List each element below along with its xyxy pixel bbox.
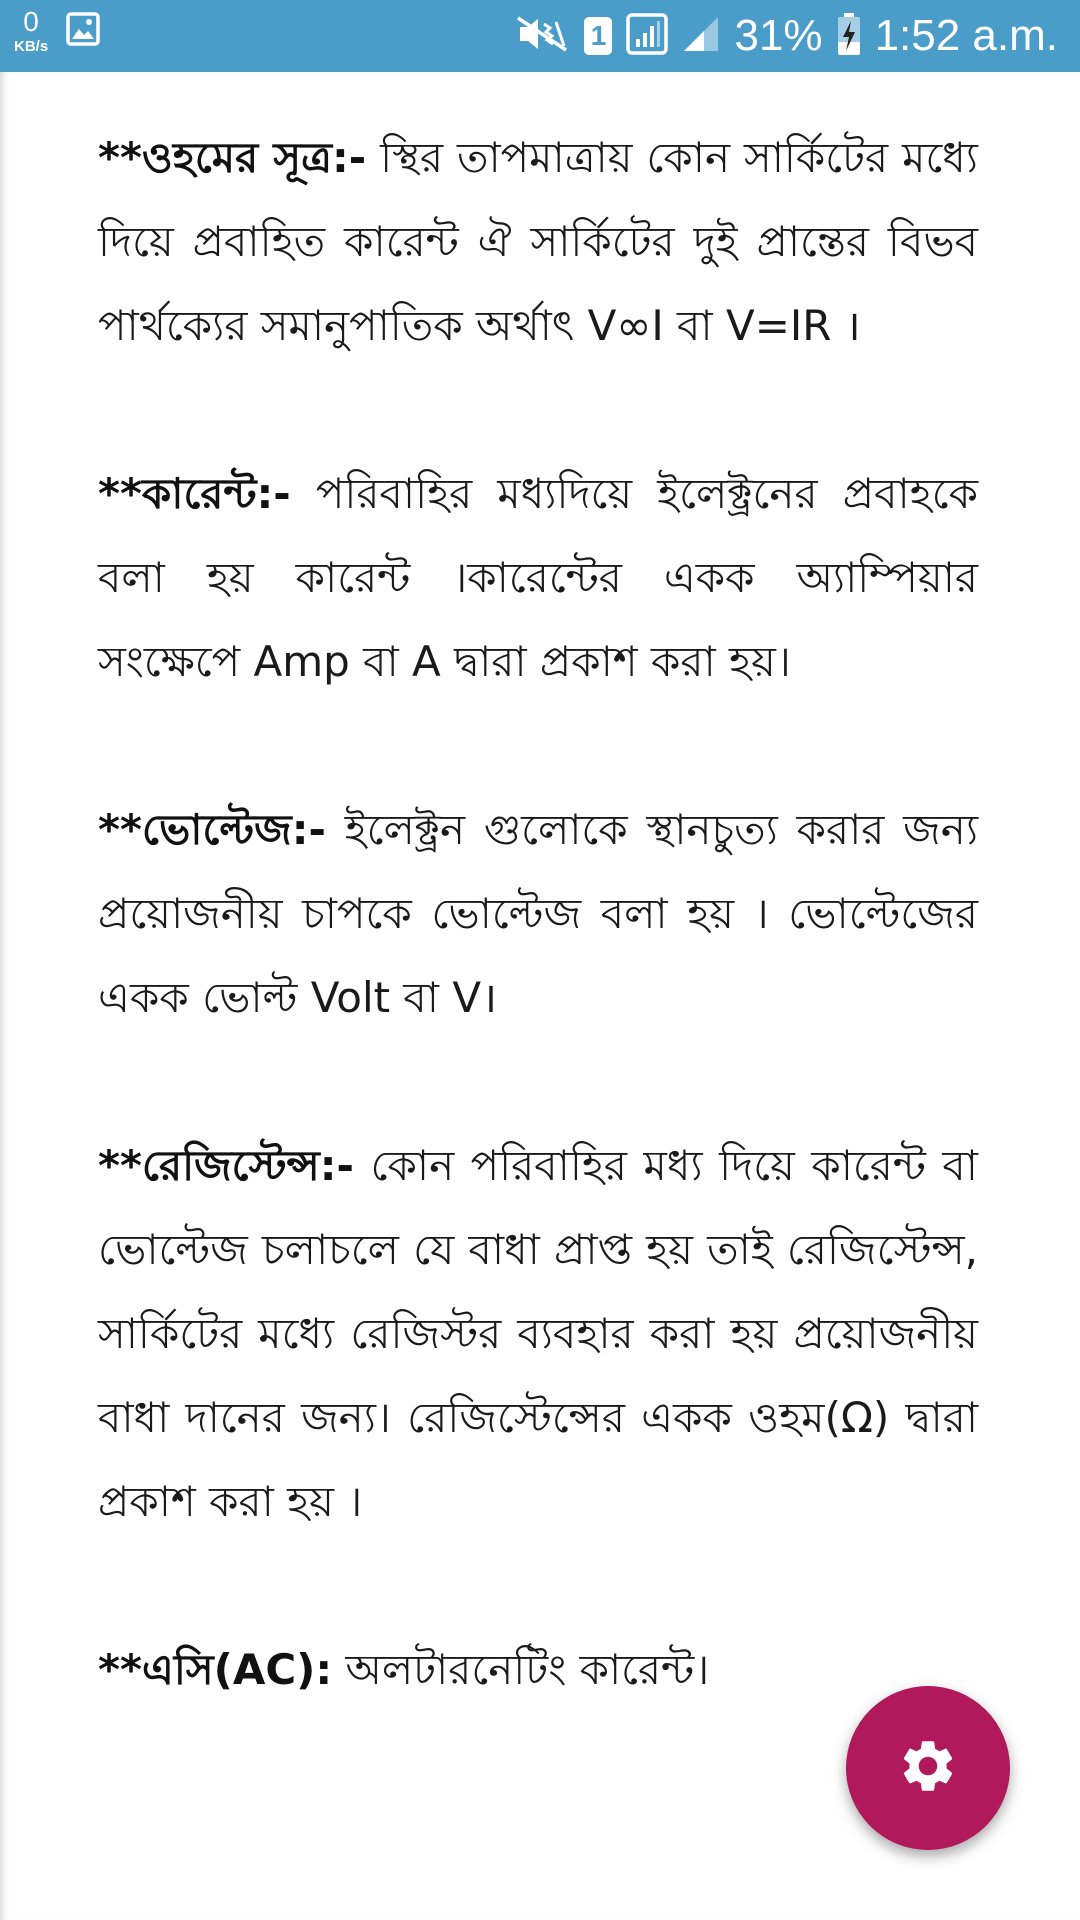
mute-icon: [514, 14, 570, 58]
settings-fab-button[interactable]: [846, 1686, 1010, 1850]
battery-charging-icon: [837, 12, 861, 60]
clock: 1:52 a.m.: [874, 11, 1058, 60]
paragraph-current: [98, 452, 978, 704]
status-bar: [0, 0, 1080, 72]
term-heading: **ওহমের সূত্র:-: [98, 133, 367, 182]
sim-slot-badge: 1: [584, 17, 612, 55]
battery-percent: 31%: [734, 11, 823, 60]
network-speed-value: 0: [23, 6, 39, 37]
paragraph-voltage: [98, 788, 978, 1040]
term-heading: **এসি(AC):: [98, 1645, 333, 1694]
paragraph-resistance: [98, 1124, 978, 1544]
term-heading: **রেজিস্টেন্স:-: [98, 1141, 354, 1190]
status-bar-right: [500, 0, 1058, 72]
term-heading: **কারেন্ট:-: [98, 469, 291, 518]
cell-signal-icon: [682, 15, 720, 57]
paragraph-text: কোন পরিবাহির মধ্য দিয়ে কারেন্ট বা ভোল্টেজ চলাচলে যে বাধা প্রাপ্ত হয় তাই রেজিস্টেন্স, সার্কিটের মধ্যে রেজিস্টর ব্যবহার করা হয় প্রয়োজনীয় বাধা দানের জন্য। রেজিস্টেন্সের একক ওহম(Ω) দ্বারা প্রকাশ করা হয় ।: [98, 1141, 978, 1526]
paragraph-text: পরিবাহির মধ্যদিয়ে ইলেক্ট্রনের প্রবাহকে বলা হয় কারেন্ট ।কারেন্টের একক অ্যাম্পিয়ার সংক্ষেপে Amp বা A দ্বারা প্রকাশ করা হয়।: [98, 469, 978, 686]
article-body: [98, 116, 978, 1796]
paragraph-text: স্থির তাপমাত্রায় কোন সার্কিটের মধ্যে দিয়ে প্রবাহিত কারেন্ট ঐ সার্কিটের দুই প্রান্তের বিভব পার্থক্যের সমানুপাতিক অর্থাৎ V∞I বা V=IR ।: [98, 133, 978, 350]
network-speed-indicator: [14, 8, 48, 54]
article-scroll-area[interactable]: [0, 72, 1080, 1920]
paragraph-text: অলটারনেটিং কারেন্ট।: [332, 1645, 710, 1694]
signal-box-icon: [626, 13, 668, 59]
gallery-notification-icon: [66, 12, 100, 50]
gear-icon: [897, 1735, 959, 1801]
paragraph-ohms-law: [98, 116, 978, 368]
paragraph-ac: [98, 1628, 978, 1712]
network-speed-unit: KB/s: [14, 38, 49, 55]
status-bar-left: [14, 8, 100, 54]
paragraph-text: ইলেক্ট্রন গুলোকে স্থানচুত্য করার জন্য প্রয়োজনীয় চাপকে ভোল্টেজ বলা হয় । ভোল্টেজের একক ভোল্ট Volt বা V।: [98, 805, 978, 1022]
term-heading: **ভোল্টেজ:-: [98, 805, 326, 854]
